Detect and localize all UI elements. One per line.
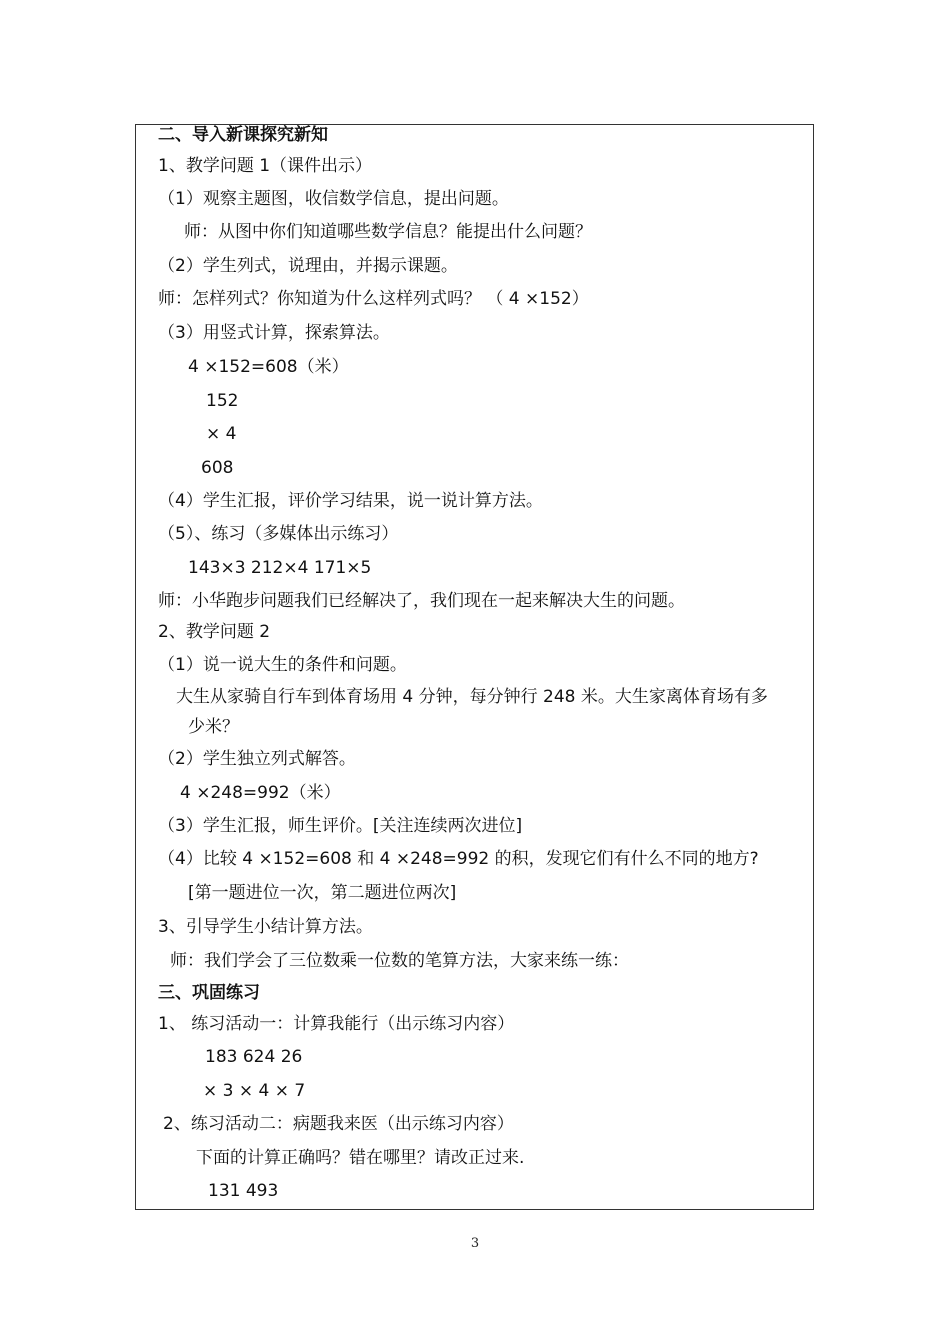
text-line: 少米？ [188,717,239,737]
text-line: 4 ×152=608（米） [188,357,349,377]
text-line: （2）学生独立列式解答。 [158,749,356,769]
text-line: （3）用竖式计算，探索算法。 [158,323,390,343]
text-line: × 4 [206,424,237,444]
page-number: 3 [470,1236,480,1251]
text-line: 2、练习活动二：病题我来医（出示练习内容） [163,1114,514,1134]
text-line: （2）学生列式，说理由，并揭示课题。 [158,256,458,276]
section-heading-3: 三、巩固练习 [158,983,260,1003]
text-line: 3、引导学生小结计算方法。 [158,917,373,937]
text-line: （1）说一说大生的条件和问题。 [158,655,407,675]
text-line: （5）、练习（多媒体出示练习） [158,524,399,544]
text-line: （3）学生汇报，师生评价。[关注连续两次进位] [158,816,523,836]
section-heading-2: 二、导入新课探究新知 [158,125,328,145]
text-line: [第一题进位一次，第二题进位两次] [188,883,457,903]
text-line: 师：小华跑步问题我们已经解决了，我们现在一起来解决大生的问题。 [158,591,685,611]
text-line: 2、教学问题 2 [158,622,271,642]
text-line: 师：我们学会了三位数乘一位数的笔算方法，大家来练一练： [170,951,629,971]
text-line: 大生从家骑自行车到体育场用 4 分钟，每分钟行 248 米。大生家离体育场有多 [176,687,768,707]
text-line: 下面的计算正确吗？错在哪里？请改正过来. [196,1148,525,1168]
text-line: 师：怎样列式？你知道为什么这样列式吗？ （ 4 ×152） [158,289,589,309]
text-line: 师：从图中你们知道哪些数学信息？能提出什么问题？ [184,222,592,242]
text-line: 152 [206,391,239,411]
text-line: （1）观察主题图，收信数学信息，提出问题。 [158,189,509,209]
text-line: 183 624 26 [205,1047,303,1067]
text-line: 131 493 [208,1181,279,1201]
text-line: 1、教学问题 1（课件出示） [158,156,373,176]
text-line: 1、 练习活动一：计算我能行（出示练习内容） [158,1014,515,1034]
text-line: × 3 × 4 × 7 [203,1081,306,1101]
text-line: 143×3 212×4 171×5 [188,558,372,578]
text-line: 608 [201,458,234,478]
text-line: （4）比较 4 ×152=608 和 4 ×248=992 的积，发现它们有什么不同的地方? [158,849,759,869]
text-line: 4 ×248=992（米） [180,783,341,803]
text-line: （4）学生汇报，评价学习结果，说一说计算方法。 [158,491,543,511]
